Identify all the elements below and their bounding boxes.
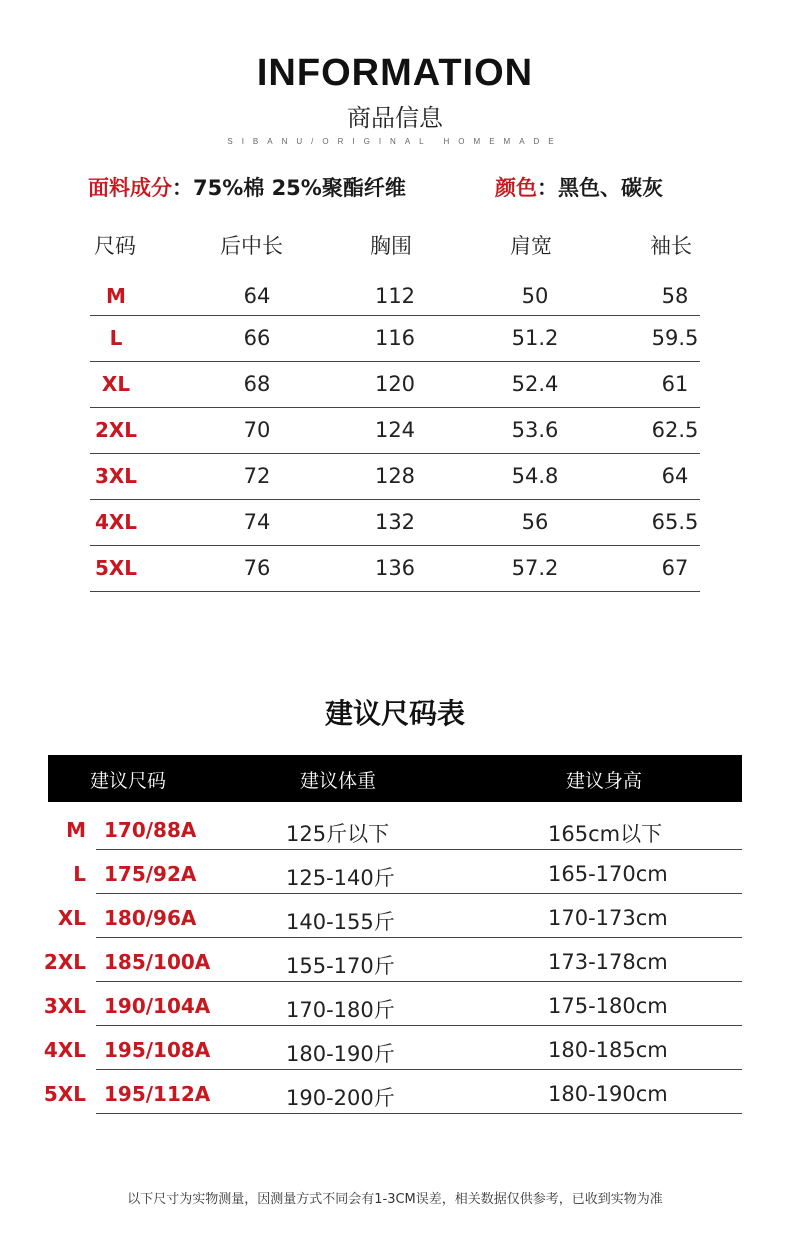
table-row: [40, 938, 742, 982]
size-label: 4XL: [43, 1038, 86, 1062]
height-cell: 173-178cm: [548, 950, 668, 974]
table-cell: 64: [661, 464, 689, 488]
title-chinese: 商品信息: [347, 104, 443, 132]
title-english: INFORMATION: [256, 52, 534, 94]
table-cell: 62.5: [651, 418, 699, 442]
table-cell: 112: [374, 284, 416, 308]
size-label: M: [66, 818, 86, 842]
weight-cell: 125-140斤: [286, 866, 395, 890]
tagline: SIBANU/ORIGINAL HOMEMADE: [227, 137, 563, 146]
table-row: [40, 1026, 742, 1070]
table-cell: 58: [661, 284, 689, 308]
height-cell: 180-190cm: [548, 1082, 668, 1106]
header-recommend-height: 建议身高: [566, 770, 643, 792]
size-label: XL: [101, 372, 131, 396]
material-info: [88, 172, 406, 202]
table-cell: 72: [243, 464, 271, 488]
header-sleeve: 袖长: [650, 234, 692, 258]
size-code: 175/92A: [104, 862, 197, 886]
weight-cell: 155-170斤: [286, 954, 395, 978]
color-label: 颜色: [495, 176, 537, 200]
height-cell: 180-185cm: [548, 1038, 668, 1062]
size-code: 190/104A: [104, 994, 211, 1018]
table-row: [90, 362, 700, 408]
table-cell: 67: [661, 556, 689, 580]
color-value: ：黑色、碳灰: [537, 176, 663, 200]
weight-cell: 125斤以下: [286, 822, 390, 846]
weight-cell: 180-190斤: [286, 1042, 395, 1066]
table-row: [40, 982, 742, 1026]
table-cell: 68: [243, 372, 271, 396]
table-cell: 59.5: [651, 326, 699, 350]
weight-cell: 140-155斤: [286, 910, 395, 934]
header-recommend-size: 建议尺码: [90, 770, 167, 792]
table-row: [40, 1070, 742, 1114]
table-cell: 50: [521, 284, 549, 308]
recommend-title: 建议尺码表: [324, 697, 465, 730]
table-cell: 65.5: [651, 510, 699, 534]
table-cell: 51.2: [511, 326, 559, 350]
table-cell: 56: [521, 510, 549, 534]
table-row: [90, 500, 700, 546]
table-cell: 120: [374, 372, 416, 396]
table-cell: 74: [243, 510, 271, 534]
header-size: 尺码: [94, 234, 136, 258]
table-cell: 128: [374, 464, 416, 488]
size-label: L: [109, 326, 123, 350]
size-label: 2XL: [43, 950, 86, 974]
size-label: 5XL: [43, 1082, 86, 1106]
table-cell: 116: [374, 326, 416, 350]
recommend-table-header: [48, 755, 742, 802]
size-code: 180/96A: [104, 906, 197, 930]
size-label: 3XL: [94, 464, 138, 488]
table-cell: 132: [374, 510, 416, 534]
table-cell: 66: [243, 326, 271, 350]
size-table-header: [90, 230, 700, 274]
size-label: 4XL: [94, 510, 138, 534]
table-row: [90, 274, 700, 316]
size-label: 2XL: [94, 418, 138, 442]
table-row: [40, 894, 742, 938]
material-value: ：75%棉 25%聚酯纤维: [172, 176, 406, 200]
size-label: M: [106, 284, 126, 308]
recommend-table-body: [40, 806, 742, 1114]
table-cell: 52.4: [511, 372, 559, 396]
height-cell: 165-170cm: [548, 862, 668, 886]
table-row: [90, 408, 700, 454]
material-label: 面料成分: [88, 176, 172, 200]
size-code: 195/112A: [104, 1082, 211, 1106]
header-back-length: 后中长: [220, 234, 283, 258]
size-table-body: [90, 274, 700, 592]
size-label: 3XL: [43, 994, 86, 1018]
footer-note: 以下尺寸为实物测量，因测量方式不同会有1-3CM误差，相关数据仅供参考，已收到实物为准: [127, 1192, 663, 1207]
weight-cell: 170-180斤: [286, 998, 395, 1022]
height-cell: 175-180cm: [548, 994, 668, 1018]
table-cell: 54.8: [511, 464, 559, 488]
header-chest: 胸围: [370, 234, 412, 258]
table-row: [90, 316, 700, 362]
table-cell: 61: [661, 372, 689, 396]
weight-cell: 190-200斤: [286, 1086, 395, 1110]
height-cell: 170-173cm: [548, 906, 668, 930]
table-cell: 70: [243, 418, 271, 442]
size-label: 5XL: [94, 556, 138, 580]
table-cell: 57.2: [511, 556, 559, 580]
header-shoulder: 肩宽: [510, 234, 552, 258]
size-table: [90, 230, 700, 592]
color-info: [495, 172, 663, 202]
table-row: [40, 850, 742, 894]
size-code: 195/108A: [104, 1038, 211, 1062]
table-cell: 76: [243, 556, 271, 580]
size-code: 170/88A: [104, 818, 197, 842]
height-cell: 165cm以下: [548, 822, 663, 846]
table-cell: 136: [374, 556, 416, 580]
size-label: XL: [57, 906, 86, 930]
table-row: [90, 546, 700, 592]
header-recommend-weight: 建议体重: [300, 770, 377, 792]
table-cell: 124: [374, 418, 416, 442]
table-cell: 64: [243, 284, 271, 308]
size-code: 185/100A: [104, 950, 211, 974]
table-cell: 53.6: [511, 418, 559, 442]
table-row: [40, 806, 742, 850]
row-divider: [96, 1113, 742, 1115]
size-label: L: [73, 862, 86, 886]
table-row: [90, 454, 700, 500]
